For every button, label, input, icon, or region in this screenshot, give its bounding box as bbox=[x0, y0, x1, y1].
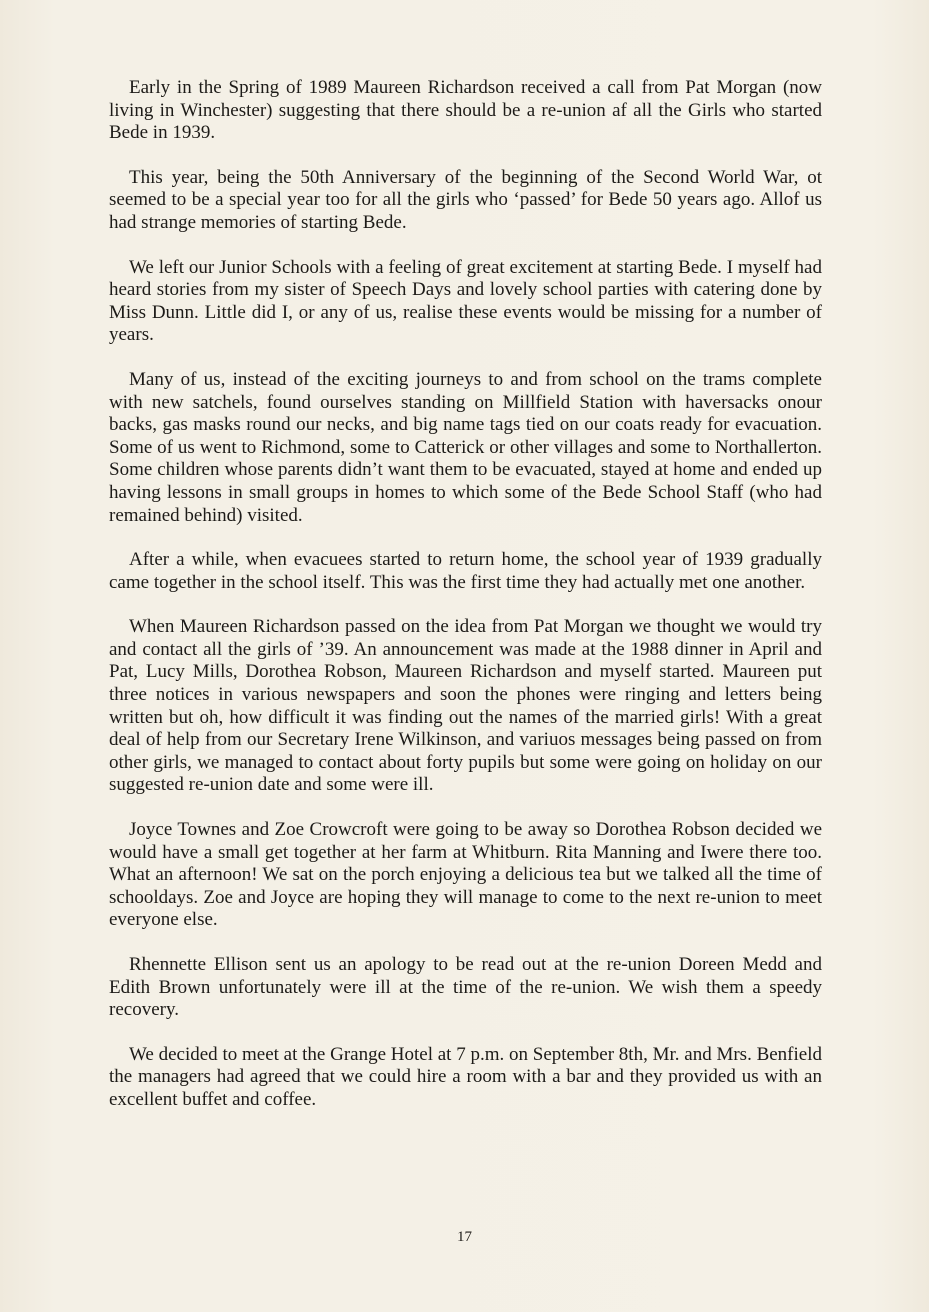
article-body bbox=[109, 77, 822, 1134]
paragraph-4: Many of us, instead of the exciting journeys to and from school on the trams complete with new satchels, found ourselves standing on Millfield Station with haversacks onour backs, gas masks round our necks, and big name tags tied on our coats ready for evacuation. Some of us went to Richmond, some to Catterick or other villages and some to Northallerton. Some children whose parents didn’t want them to be evacuated, stayed at home and ended up having lessons in small groups in homes to which some of the Bede School Staff (who had remained behind) visited. bbox=[109, 368, 822, 526]
paragraph-9: We decided to meet at the Grange Hotel at 7 p.m. on September 8th, Mr. and Mrs. Benfield the managers had agreed that we could hire a room with a bar and they provided us with an excellent buffet and coffee. bbox=[109, 1043, 822, 1110]
paragraph-3: We left our Junior Schools with a feeling of great excitement at starting Bede. I myself had heard stories from my sister of Speech Days and lovely school parties with catering done by Miss Dunn. Little did I, or any of us, realise these events would be missing for a number of years. bbox=[109, 256, 822, 346]
paragraph-6: When Maureen Richardson passed on the idea from Pat Morgan we thought we would try and contact all the girls of ’39. An announcement was made at the 1988 dinner in April and Pat, Lucy Mills, Dorothea Robson, Maureen Richardson and myself started. Maureen put three notices in various newspapers and soon the phones were ringing and letters being written but oh, how difficult it was finding out the names of the married girls! With a great deal of help from our Secretary Irene Wilkinson, and variuos messages being passed on from other girls, we managed to contact about forty pupils but some were going on holiday on our suggested re-union date and some were ill. bbox=[109, 616, 822, 796]
paragraph-2: This year, being the 50th Anniversary of the beginning of the Second World War, ot seemed to be a special year too for all the girls who ‘passed’ for Bede 50 years ago. Allof us had strange memories of starting Bede. bbox=[109, 166, 822, 233]
paragraph-1: Early in the Spring of 1989 Maureen Richardson received a call from Pat Morgan (now living in Winchester) suggesting that there should be a re-union af all the Girls who started Bede in 1939. bbox=[109, 77, 822, 144]
paragraph-7: Joyce Townes and Zoe Crowcroft were going to be away so Dorothea Robson decided we would have a small get together at her farm at Whitburn. Rita Manning and Iwere there too. What an afternoon! We sat on the porch enjoying a delicious tea but we talked all the time of schooldays. Zoe and Joyce are hoping they will manage to come to the next re-union to meet everyone else. bbox=[109, 819, 822, 931]
paragraph-8: Rhennette Ellison sent us an apology to be read out at the re-union Doreen Medd and Edith Brown unfortunately were ill at the time of the re-union. We wish them a speedy recovery. bbox=[109, 954, 822, 1021]
paragraph-5: After a while, when evacuees started to return home, the school year of 1939 gradually came together in the school itself. This was the first time they had actually met one another. bbox=[109, 549, 822, 593]
page-number: 17 bbox=[457, 1229, 472, 1245]
